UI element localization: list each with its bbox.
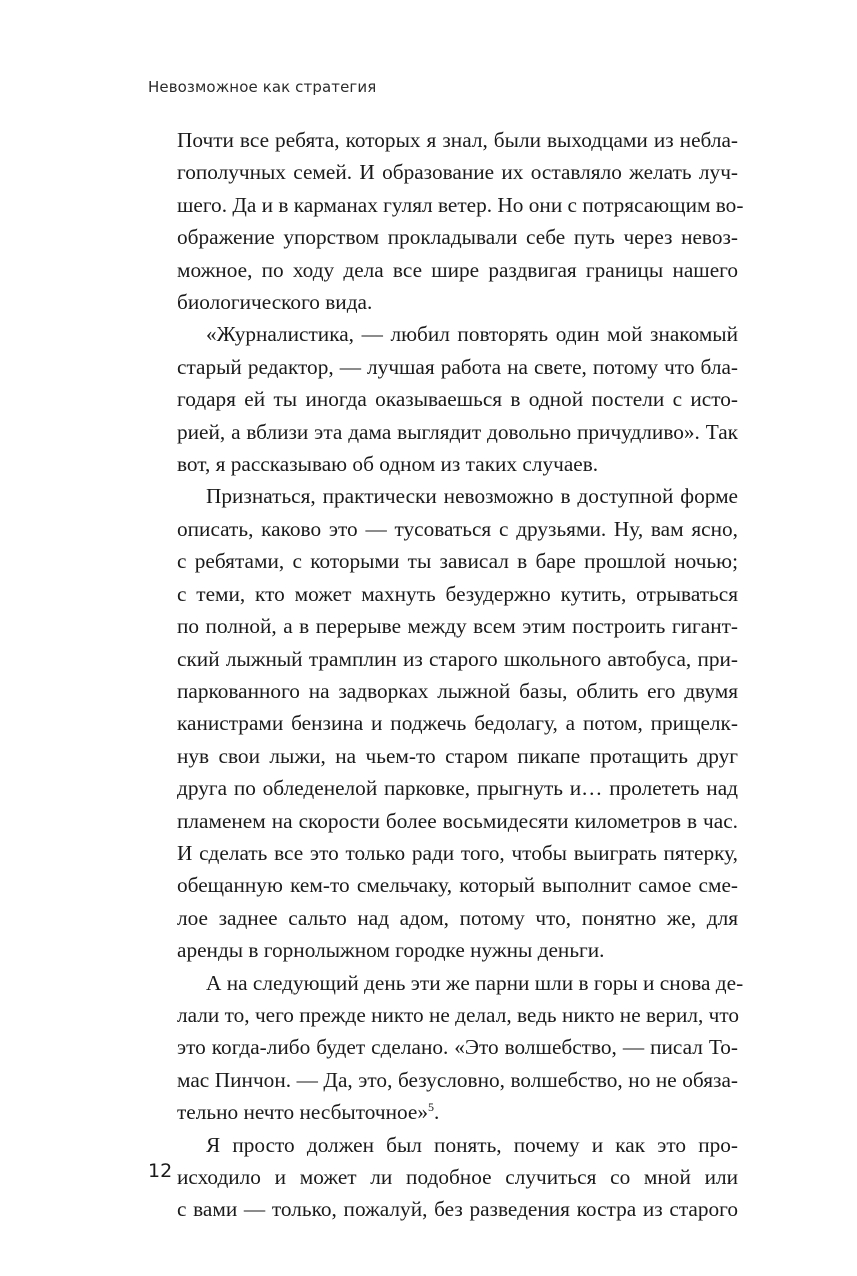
text-line: лали то, чего прежде никто не делал, ведь никто не верил, что <box>177 1002 740 1027</box>
text-line: Признаться, практически невозможно в доступной форме <box>206 484 738 509</box>
body-text <box>148 124 744 1226</box>
text-line: ображение упорством прокладывали себе путь через невоз- <box>177 225 738 250</box>
text-line: вот, я рассказываю об одном из таких случаев. <box>177 452 599 477</box>
text-line: аренды в горнолыжном городке нужны деньги. <box>177 938 605 963</box>
text-line: Почти все ребята, которых я знал, были выходцами из небла- <box>177 128 738 152</box>
text-line: «Журналистика, — любил повторять один мой знакомый <box>206 322 738 347</box>
footnote-marker[interactable]: 5 <box>427 1100 434 1115</box>
text-line: тельно нечто несбыточное» <box>177 1100 428 1125</box>
paragraph-5 <box>148 1129 738 1226</box>
text-line: с ребятами, с которыми ты зависал в баре прошлой ночью; <box>177 549 738 574</box>
page-number: 12 <box>148 1160 173 1182</box>
text-line: старый редактор, — лучшая работа на свете, потому что бла- <box>177 354 738 379</box>
text-line: годаря ей ты иногда оказываешься в одной постели с исто- <box>177 387 738 412</box>
text-line: биологического вида. <box>177 290 373 315</box>
text-line: друга по обледенелой парковке, прыгнуть и… пролететь над <box>177 776 738 801</box>
text-line: исходило и может ли подобное случиться со мной или <box>177 1165 738 1189</box>
paragraph-1 <box>148 124 744 318</box>
text-line: описать, каково это — тусоваться с друзьями. Ну, вам ясно, <box>177 516 738 541</box>
text-line: Я просто должен был понять, почему и как это про- <box>206 1132 738 1157</box>
text-line: обещанную кем-то смельчаку, который выполнит самое сме- <box>177 873 738 898</box>
text-line: А на следующий день эти же парни шли в горы и снова де- <box>206 970 744 995</box>
text-line: паркованного на задворках лыжной базы, облить его двумя <box>177 678 738 703</box>
text-line-with-footnote <box>148 1096 738 1128</box>
text-line: лое заднее сальто над адом, потому что, понятно же, для <box>177 905 738 930</box>
text-line: рией, а вблизи эта дама выглядит довольно причудливо». Так <box>177 419 738 444</box>
text-line: по полной, а в перерыве между всем этим построить гигант- <box>177 614 738 639</box>
paragraph-2 <box>148 318 738 480</box>
text-line: нув свои лыжи, на чьем-то старом пикапе протащить друг <box>177 743 738 768</box>
text-line: канистрами бензина и поджечь бедолагу, а потом, прищелк- <box>177 711 738 736</box>
paragraph-4 <box>148 967 744 1129</box>
text-line: гополучных семей. И образование их оставляло желать луч- <box>177 160 738 185</box>
running-head: Невозможное как стратегия <box>148 78 377 96</box>
text-line: можное, по ходу дела все шире раздвигая границы нашего <box>177 257 738 282</box>
text-line: это когда-либо будет сделано. «Это волшебство, — писал То- <box>177 1035 738 1060</box>
text-line: ский лыжный трамплин из старого школьного автобуса, при- <box>177 646 738 671</box>
sentence-end: . <box>433 1100 440 1125</box>
text-line: И сделать все это только ради того, чтобы выиграть пятерку, <box>177 840 738 865</box>
text-line: с теми, кто может махнуть безудержно кутить, отрываться <box>177 581 738 606</box>
text-line: с вами — только, пожалуй, без разведения костра из старого <box>177 1197 738 1222</box>
text-line: шего. Да и в карманах гулял ветер. Но они с потрясающим во- <box>177 192 744 217</box>
paragraph-3 <box>148 480 738 966</box>
text-line: пламенем на скорости более восьмидесяти километров в час. <box>177 808 738 833</box>
text-line: мас Пинчон. — Да, это, безусловно, волшебство, но не обяза- <box>177 1067 738 1092</box>
